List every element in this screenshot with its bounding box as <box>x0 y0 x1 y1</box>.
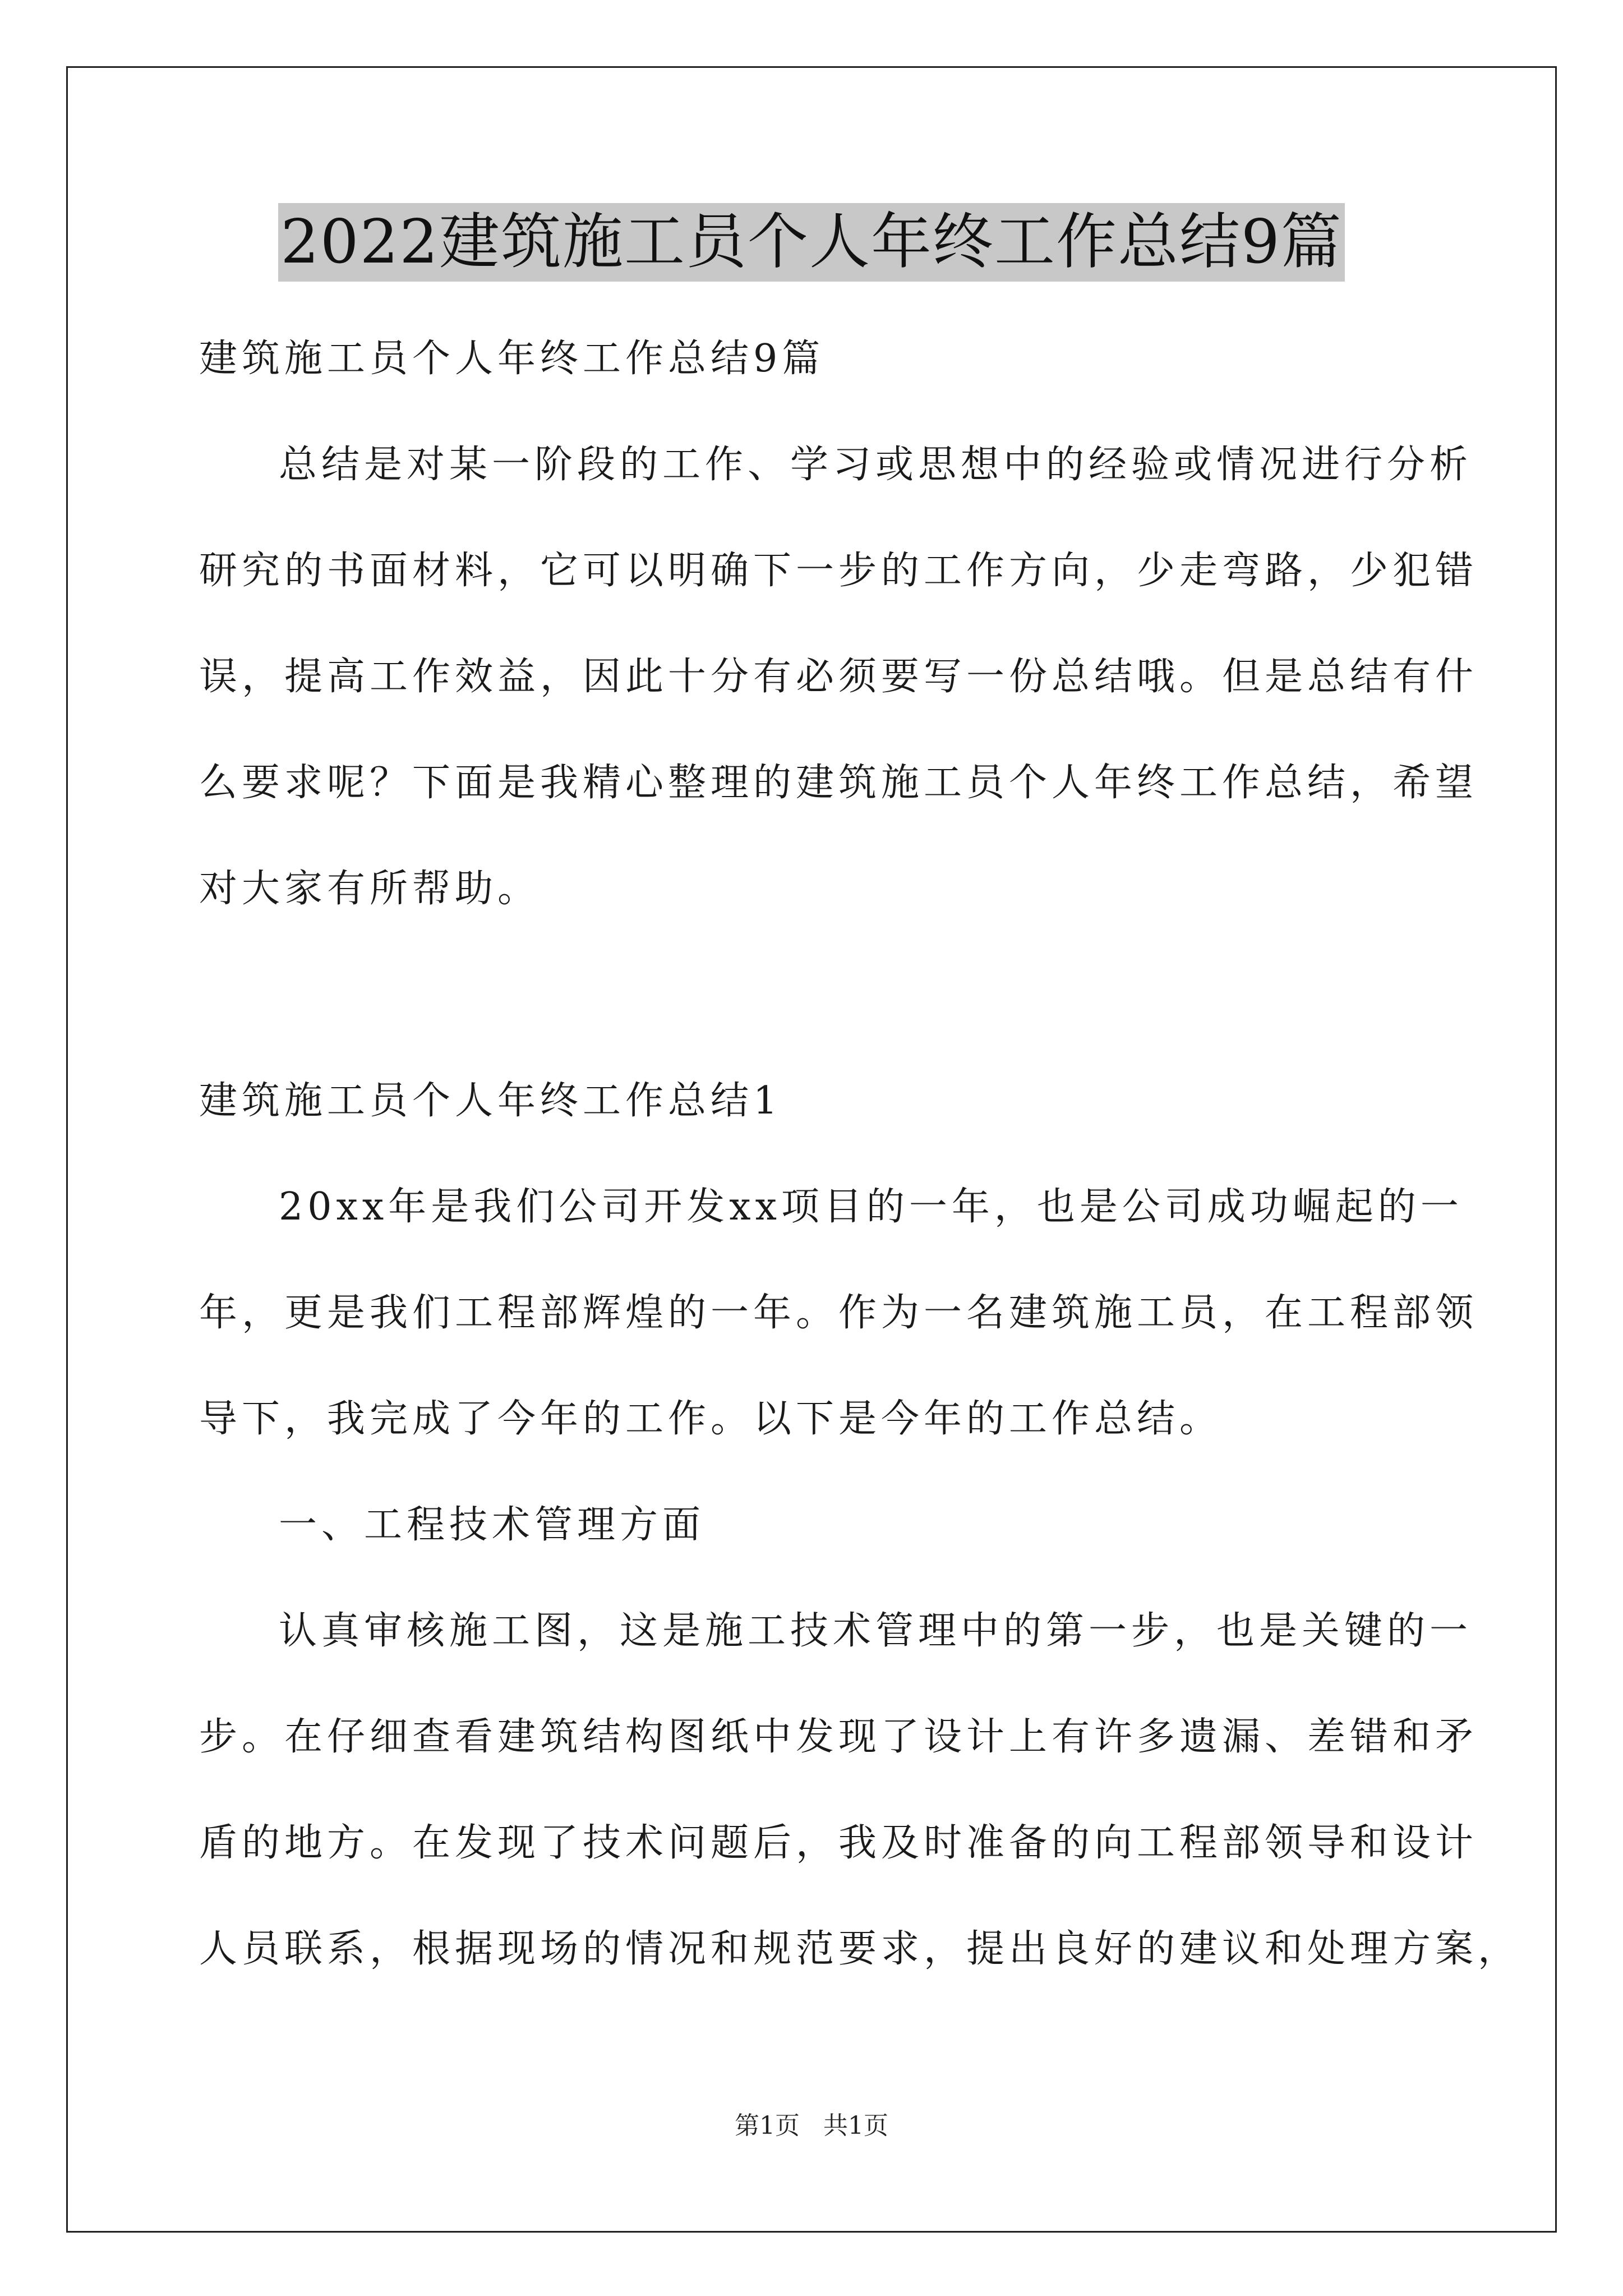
page-total: 共1页 <box>823 2111 888 2140</box>
page-number: 第1页 <box>735 2111 800 2140</box>
intro-line[interactable]: 研究的书面材料，它可以明确下一步的工作方向，少走弯路，少犯错 <box>199 549 1478 593</box>
document-body <box>199 306 1521 2002</box>
paragraph-line[interactable]: 年，更是我们工程部辉煌的一年。作为一名建筑施工员，在工程部领 <box>199 1291 1478 1335</box>
paragraph-line[interactable]: 认真审核施工图，这是施工技术管理中的第一步，也是关键的一 <box>279 1609 1473 1653</box>
paragraph-gap <box>199 942 1433 1048</box>
document-title[interactable]: 2022建筑施工员个人年终工作总结9篇 <box>278 203 1345 282</box>
section-heading[interactable]: 建筑施工员个人年终工作总结1 <box>199 1079 782 1123</box>
intro-line[interactable]: 误，提高工作效益，因此十分有必须要写一份总结哦。但是总结有什 <box>199 655 1478 699</box>
intro-line[interactable]: 对大家有所帮助。 <box>199 867 541 911</box>
document-subtitle[interactable]: 建筑施工员个人年终工作总结9篇 <box>199 337 825 381</box>
title-container <box>0 203 1623 282</box>
page-footer <box>0 2109 1623 2143</box>
paragraph-line[interactable]: 盾的地方。在发现了技术问题后，我及时准备的向工程部领导和设计 <box>199 1821 1478 1865</box>
intro-line[interactable]: 总结是对某一阶段的工作、学习或思想中的经验或情况进行分析 <box>279 443 1473 487</box>
paragraph-line[interactable]: 20xx年是我们公司开发xx项目的一年，也是公司成功崛起的一 <box>279 1185 1463 1229</box>
paragraph-line[interactable]: 导下，我完成了今年的工作。以下是今年的工作总结。 <box>199 1397 1223 1441</box>
paragraph-line[interactable]: 人员联系，根据现场的情况和规范要求，提出良好的建议和处理方案， <box>199 1927 1521 1971</box>
paragraph-line[interactable]: 步。在仔细查看建筑结构图纸中发现了设计上有许多遗漏、差错和矛 <box>199 1715 1478 1759</box>
sub-heading[interactable]: 一、工程技术管理方面 <box>279 1503 706 1547</box>
intro-line[interactable]: 么要求呢？下面是我精心整理的建筑施工员个人年终工作总结，希望 <box>199 761 1478 805</box>
